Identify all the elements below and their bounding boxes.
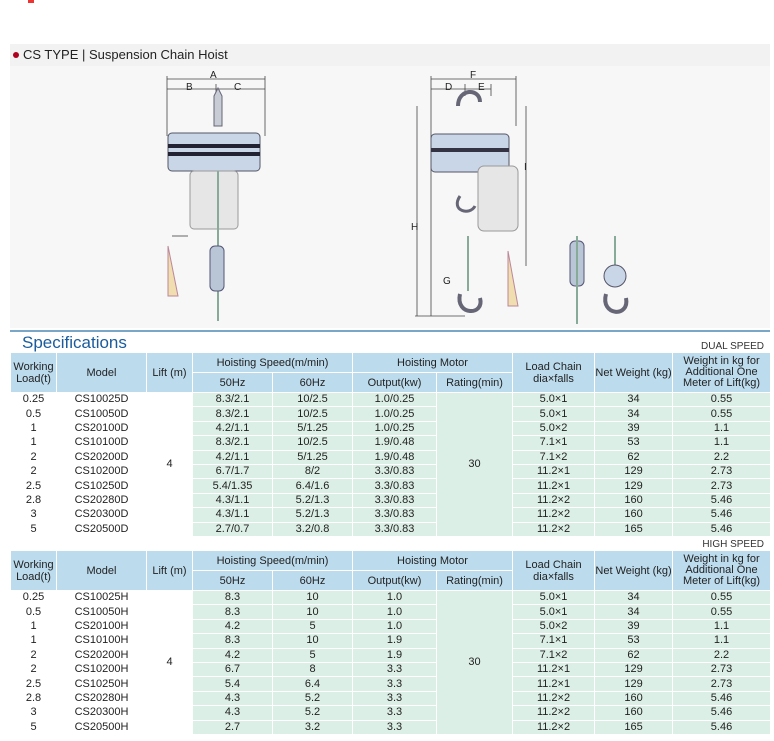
cell-weight-per-meter: 2.2	[673, 450, 771, 464]
hoist-drawing-svg	[10, 66, 770, 328]
cell-model: CS10250D	[57, 479, 147, 493]
cell-working-load: 5	[11, 720, 57, 734]
dim-label-c: C	[234, 82, 242, 93]
cell-50hz: 2.7/0.7	[193, 522, 273, 536]
section-title-bar	[10, 44, 770, 66]
cell-load-chain: 11.2×2	[513, 720, 595, 734]
cell-load-chain: 7.1×1	[513, 634, 595, 648]
table-row	[11, 648, 771, 662]
cell-output: 3.3/0.83	[353, 464, 437, 478]
cell-model: CS20300D	[57, 508, 147, 522]
cell-model: CS20280D	[57, 493, 147, 507]
cell-output: 1.0	[353, 591, 437, 605]
cell-weight-per-meter: 5.46	[673, 508, 771, 522]
cell-net-weight: 129	[595, 479, 673, 493]
cell-60hz: 10/2.5	[273, 407, 353, 421]
cell-60hz: 6.4	[273, 677, 353, 691]
cell-working-load: 3	[11, 508, 57, 522]
cell-50hz: 4.3	[193, 706, 273, 720]
cell-net-weight: 53	[595, 634, 673, 648]
cell-model: CS10200H	[57, 662, 147, 676]
cell-model: CS10200D	[57, 464, 147, 478]
cell-weight-per-meter: 5.46	[673, 720, 771, 734]
cell-working-load: 1	[11, 436, 57, 450]
cell-60hz: 5	[273, 619, 353, 633]
cell-load-chain: 5.0×1	[513, 407, 595, 421]
cell-output: 1.9/0.48	[353, 450, 437, 464]
cell-weight-per-meter: 1.1	[673, 634, 771, 648]
th-load-chain: Load Chain dia×falls	[513, 551, 595, 591]
th-output: Output(kw)	[353, 571, 437, 591]
cell-net-weight: 62	[595, 648, 673, 662]
cell-load-chain: 5.0×2	[513, 619, 595, 633]
cell-working-load: 2	[11, 662, 57, 676]
cell-model: CS20300H	[57, 706, 147, 720]
cell-output: 1.0	[353, 605, 437, 619]
cell-50hz: 5.4	[193, 677, 273, 691]
cell-load-chain: 11.2×1	[513, 479, 595, 493]
th-hoisting-speed: Hoisting Speed(m/min)	[193, 551, 353, 571]
left-hoist-illustration	[168, 88, 260, 321]
specifications-header	[10, 330, 770, 354]
cell-model: CS10100D	[57, 436, 147, 450]
table-row	[11, 619, 771, 633]
cell-60hz: 5.2	[273, 706, 353, 720]
specifications-title: Specifications	[22, 333, 127, 352]
cell-50hz: 4.2	[193, 648, 273, 662]
table-row	[11, 706, 771, 720]
dim-label-d: D	[445, 82, 453, 93]
cell-50hz: 4.3/1.1	[193, 508, 273, 522]
th-hoisting-speed: Hoisting Speed(m/min)	[193, 353, 353, 373]
cell-net-weight: 62	[595, 450, 673, 464]
cell-weight-per-meter: 1.1	[673, 421, 771, 435]
section-title: CS TYPE | Suspension Chain Hoist	[23, 47, 228, 62]
cell-working-load: 2.8	[11, 493, 57, 507]
dim-label-e: E	[478, 82, 485, 93]
table-row	[11, 393, 771, 407]
cell-model: CS20100D	[57, 421, 147, 435]
right-hoist-illustration	[431, 92, 626, 324]
cell-working-load: 1	[11, 619, 57, 633]
table-row	[11, 677, 771, 691]
cell-load-chain: 5.0×1	[513, 605, 595, 619]
cell-output: 3.3	[353, 720, 437, 734]
th-working-load: Working Load(t)	[11, 551, 57, 591]
th-60hz: 60Hz	[273, 373, 353, 393]
cell-load-chain: 7.1×2	[513, 648, 595, 662]
th-net-weight: Net Weight (kg)	[595, 551, 673, 591]
cell-net-weight: 39	[595, 421, 673, 435]
cell-model: CS10025D	[57, 393, 147, 407]
cell-60hz: 3.2/0.8	[273, 522, 353, 536]
th-rating: Rating(min)	[437, 373, 513, 393]
table-row	[11, 508, 771, 522]
cell-60hz: 6.4/1.6	[273, 479, 353, 493]
cell-weight-per-meter: 0.55	[673, 407, 771, 421]
table-row	[11, 464, 771, 478]
cell-net-weight: 160	[595, 706, 673, 720]
cell-load-chain: 11.2×1	[513, 464, 595, 478]
dim-label-a: A	[210, 70, 217, 81]
cell-model: CS10250H	[57, 677, 147, 691]
cell-working-load: 2	[11, 648, 57, 662]
cell-weight-per-meter: 2.73	[673, 479, 771, 493]
th-weight-per-meter: Weight in kg for Additional One Meter of Lift(kg)	[673, 353, 771, 393]
table-row	[11, 691, 771, 705]
table-row	[11, 493, 771, 507]
cell-50hz: 6.7/1.7	[193, 464, 273, 478]
cell-net-weight: 165	[595, 522, 673, 536]
cell-output: 3.3/0.83	[353, 479, 437, 493]
th-load-chain: Load Chain dia×falls	[513, 353, 595, 393]
cell-net-weight: 129	[595, 662, 673, 676]
th-hoisting-motor: Hoisting Motor	[353, 551, 513, 571]
dim-label-f: F	[470, 70, 477, 81]
th-model: Model	[57, 551, 147, 591]
cell-60hz: 10	[273, 634, 353, 648]
cell-lift: 4	[147, 591, 193, 735]
cell-output: 1.9	[353, 634, 437, 648]
cell-load-chain: 11.2×2	[513, 493, 595, 507]
cell-load-chain: 7.1×1	[513, 436, 595, 450]
cell-load-chain: 11.2×1	[513, 662, 595, 676]
cell-50hz: 4.2/1.1	[193, 450, 273, 464]
high-speed-label: HIGH SPEED	[702, 539, 764, 550]
cell-60hz: 5.2/1.3	[273, 508, 353, 522]
cell-output: 1.9/0.48	[353, 436, 437, 450]
cell-working-load: 2	[11, 464, 57, 478]
cell-weight-per-meter: 5.46	[673, 706, 771, 720]
cell-net-weight: 53	[595, 436, 673, 450]
cell-output: 3.3/0.83	[353, 508, 437, 522]
cell-weight-per-meter: 5.46	[673, 691, 771, 705]
cell-rating: 30	[437, 393, 513, 537]
cell-model: CS10050H	[57, 605, 147, 619]
table-row	[11, 662, 771, 676]
cell-output: 1.0/0.25	[353, 407, 437, 421]
table-row	[11, 436, 771, 450]
cell-working-load: 5	[11, 522, 57, 536]
cell-50hz: 4.3	[193, 691, 273, 705]
cell-working-load: 0.5	[11, 605, 57, 619]
cell-load-chain: 11.2×2	[513, 508, 595, 522]
table-row	[11, 450, 771, 464]
cell-60hz: 10	[273, 605, 353, 619]
cell-weight-per-meter: 2.73	[673, 677, 771, 691]
cell-net-weight: 160	[595, 493, 673, 507]
cell-50hz: 8.3/2.1	[193, 407, 273, 421]
cell-50hz: 4.2/1.1	[193, 421, 273, 435]
cell-working-load: 1	[11, 634, 57, 648]
cell-output: 1.0/0.25	[353, 421, 437, 435]
cell-net-weight: 34	[595, 393, 673, 407]
cell-model: CS20500D	[57, 522, 147, 536]
cell-weight-per-meter: 0.55	[673, 393, 771, 407]
cell-weight-per-meter: 5.46	[673, 522, 771, 536]
cell-60hz: 10/2.5	[273, 393, 353, 407]
cell-60hz: 5.2/1.3	[273, 493, 353, 507]
cell-working-load: 2.8	[11, 691, 57, 705]
cell-output: 1.9	[353, 648, 437, 662]
table-row	[11, 479, 771, 493]
cell-working-load: 2.5	[11, 677, 57, 691]
cell-60hz: 10	[273, 591, 353, 605]
cell-50hz: 8.3	[193, 591, 273, 605]
th-output: Output(kw)	[353, 373, 437, 393]
cell-model: CS20280H	[57, 691, 147, 705]
cell-load-chain: 11.2×2	[513, 522, 595, 536]
hoist-dimension-drawing	[10, 66, 770, 328]
high-speed-table	[10, 550, 771, 735]
cell-net-weight: 129	[595, 677, 673, 691]
cell-working-load: 2	[11, 450, 57, 464]
table-row	[11, 720, 771, 734]
cell-60hz: 5	[273, 648, 353, 662]
cell-output: 1.0/0.25	[353, 393, 437, 407]
cell-model: CS20100H	[57, 619, 147, 633]
th-net-weight: Net Weight (kg)	[595, 353, 673, 393]
cell-model: CS20500H	[57, 720, 147, 734]
table-row	[11, 591, 771, 605]
cell-50hz: 8.3/2.1	[193, 393, 273, 407]
cell-50hz: 2.7	[193, 720, 273, 734]
th-model: Model	[57, 353, 147, 393]
cell-load-chain: 5.0×1	[513, 393, 595, 407]
dim-label-h: H	[411, 222, 419, 233]
table-row	[11, 522, 771, 536]
cell-60hz: 5.2	[273, 691, 353, 705]
cell-50hz: 8.3	[193, 634, 273, 648]
cell-load-chain: 11.2×2	[513, 691, 595, 705]
table-row	[11, 421, 771, 435]
high-speed-header	[10, 539, 770, 550]
cell-output: 1.0	[353, 619, 437, 633]
cell-lift: 4	[147, 393, 193, 537]
cell-net-weight: 160	[595, 508, 673, 522]
dim-label-b: B	[186, 82, 193, 93]
cell-load-chain: 11.2×1	[513, 677, 595, 691]
top-accent-mark	[28, 0, 34, 3]
cell-output: 3.3/0.83	[353, 522, 437, 536]
bullet-icon	[13, 52, 19, 58]
table-row	[11, 407, 771, 421]
cell-net-weight: 34	[595, 407, 673, 421]
cell-weight-per-meter: 2.2	[673, 648, 771, 662]
dim-label-g: G	[443, 276, 451, 287]
cell-weight-per-meter: 1.1	[673, 436, 771, 450]
cell-model: CS20200H	[57, 648, 147, 662]
cell-load-chain: 5.0×2	[513, 421, 595, 435]
cell-60hz: 10/2.5	[273, 436, 353, 450]
cell-load-chain: 11.2×2	[513, 706, 595, 720]
th-50hz: 50Hz	[193, 373, 273, 393]
th-lift: Lift (m)	[147, 551, 193, 591]
cell-output: 3.3	[353, 662, 437, 676]
cell-net-weight: 39	[595, 619, 673, 633]
cell-net-weight: 160	[595, 691, 673, 705]
th-rating: Rating(min)	[437, 571, 513, 591]
cell-50hz: 4.2	[193, 619, 273, 633]
table-row	[11, 634, 771, 648]
cell-60hz: 5/1.25	[273, 421, 353, 435]
cell-working-load: 0.25	[11, 393, 57, 407]
cell-weight-per-meter: 2.73	[673, 464, 771, 478]
cell-60hz: 5/1.25	[273, 450, 353, 464]
cell-50hz: 8.3/2.1	[193, 436, 273, 450]
dual-speed-label: DUAL SPEED	[701, 341, 764, 352]
cell-model: CS10025H	[57, 591, 147, 605]
cell-load-chain: 5.0×1	[513, 591, 595, 605]
cell-working-load: 3	[11, 706, 57, 720]
cell-net-weight: 34	[595, 605, 673, 619]
cell-output: 3.3	[353, 691, 437, 705]
th-50hz: 50Hz	[193, 571, 273, 591]
cell-weight-per-meter: 2.73	[673, 662, 771, 676]
cell-output: 3.3	[353, 706, 437, 720]
dim-label-i: I	[524, 162, 527, 173]
cell-50hz: 8.3	[193, 605, 273, 619]
cell-50hz: 4.3/1.1	[193, 493, 273, 507]
cell-weight-per-meter: 0.55	[673, 605, 771, 619]
th-lift: Lift (m)	[147, 353, 193, 393]
cell-weight-per-meter: 5.46	[673, 493, 771, 507]
cell-net-weight: 34	[595, 591, 673, 605]
cell-net-weight: 165	[595, 720, 673, 734]
cell-output: 3.3/0.83	[353, 493, 437, 507]
cell-working-load: 0.25	[11, 591, 57, 605]
cell-model: CS20200D	[57, 450, 147, 464]
th-hoisting-motor: Hoisting Motor	[353, 353, 513, 373]
cell-60hz: 3.2	[273, 720, 353, 734]
dual-speed-table	[10, 352, 771, 537]
table-row	[11, 605, 771, 619]
cell-load-chain: 7.1×2	[513, 450, 595, 464]
cell-model: CS10100H	[57, 634, 147, 648]
cell-model: CS10050D	[57, 407, 147, 421]
cell-weight-per-meter: 0.55	[673, 591, 771, 605]
cell-50hz: 6.7	[193, 662, 273, 676]
cell-net-weight: 129	[595, 464, 673, 478]
cell-rating: 30	[437, 591, 513, 735]
cell-60hz: 8	[273, 662, 353, 676]
th-60hz: 60Hz	[273, 571, 353, 591]
cell-working-load: 0.5	[11, 407, 57, 421]
cell-working-load: 2.5	[11, 479, 57, 493]
cell-50hz: 5.4/1.35	[193, 479, 273, 493]
cell-output: 3.3	[353, 677, 437, 691]
cell-60hz: 8/2	[273, 464, 353, 478]
th-working-load: Working Load(t)	[11, 353, 57, 393]
cell-working-load: 1	[11, 421, 57, 435]
th-weight-per-meter: Weight in kg for Additional One Meter of Lift(kg)	[673, 551, 771, 591]
cell-weight-per-meter: 1.1	[673, 619, 771, 633]
